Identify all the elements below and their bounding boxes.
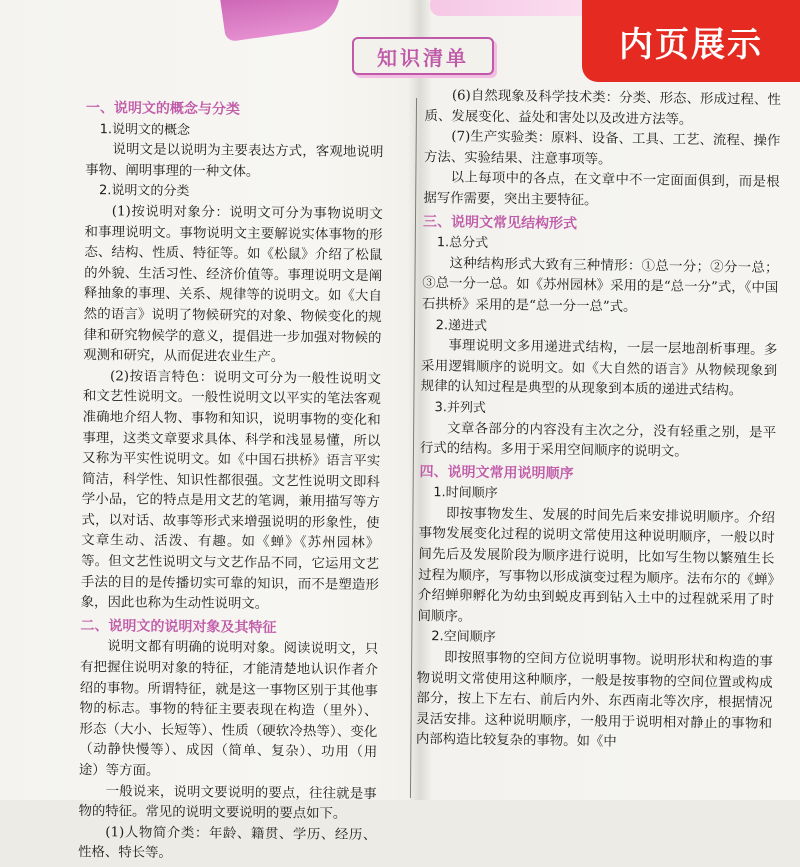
subheading: 3.并列式 <box>434 400 487 416</box>
paragraph: 事理说明文多用递进式结构，一层一层地剖析事理。多采用逻辑顺序的说明文。如《大自然的语言》从物候现象到规律的认知过程是典型的从现象到本质的递进式结构。 <box>420 338 778 399</box>
paragraph: 一般说来，说明文要说明的要点，往往就是事物的特征。常见的说明文要说明的要点如下。 <box>78 783 377 822</box>
heading-2: 二、说明文的说明对象及其特征 <box>80 617 277 636</box>
subheading: 1.时间顺序 <box>433 485 498 502</box>
paragraph: 说明文是以说明为主要表达方式，客观地说明事物、阐明事理的一种文体。 <box>85 142 384 180</box>
paragraph: (1)按说明对象分：说明文可分为事物说明文和事理说明文。事物说明文主要解说实体事物的形态、结构、性质、特征等。如《松鼠》介绍了松鼠的外貌、生活习性、经济价值等。事理说明文是阐释抽象的事理、关系、规律等的说明文。如《大自然的语言》说明了物候研究的对象、物候变化的规律和研究物候学的意义，提倡进一步加强对物候的观测和研究，从而促进农业生产。 <box>83 204 383 366</box>
paragraph: 说明文都有明确的说明对象。阅读说明文，只有把握住说明对象的特征，才能清楚地认识作者介绍的事物。所谓特征，就是这一事物区别于其他事物的标志。事物的特征主要表现在构造（里外）、形态（大小、长短等）、性质（硬软冷热等）、变化（动静快慢等）、成因（简单、复杂）、功用（用途）等方面。 <box>78 639 379 779</box>
section-title: 知识清单 <box>352 37 494 75</box>
subheading: 2.递进式 <box>435 317 488 334</box>
paragraph: 文章各部分的内容没有主次之分，没有轻重之别，是平行式的结构。多用于采用空间顺序的说明文。 <box>419 420 777 460</box>
left-column <box>78 96 384 867</box>
paragraph: 即按事物发生、发展的时间先后来安排说明顺序。介绍事物发展变化过程的说明文常使用这种说明顺序，一般以时间先后及发展阶段为顺序进行说明，比如写生物以繁殖生长过程为顺序，写事物以形成演变过程为顺序。法布尔的《蝉》介绍蝉卵孵化为幼虫到蜕皮再到钻入土中的过程就采用了时间顺序。 <box>417 506 776 625</box>
paragraph: 即按照事物的空间方位说明事物。说明形状和构造的事物说明文常使用这种顺序，一般是按事物的空间位置或构成部分，按上下左右、前后内外、东西南北等次序，根据情况灵活安排。这种说明顺序，一般用于说明相对静止的事物和内部构造比较复杂的事物。如《中 <box>415 650 774 751</box>
pink-decoration <box>219 0 345 42</box>
subheading: 1.说明文的概念 <box>99 121 191 138</box>
paragraph: (6)自然现象及科学技术类：分类、形态、形成过程、性质、发展变化、益处和害处以及改进方法等。 <box>424 88 781 128</box>
subheading: 1.总分式 <box>436 235 489 252</box>
subheading: 2.说明文的分类 <box>98 183 190 200</box>
heading-1: 一、说明文的概念与分类 <box>85 99 240 118</box>
heading-3: 三、说明文常见结构形式 <box>422 213 578 232</box>
right-column <box>416 86 781 756</box>
paragraph: 以上每项中的各点，在文章中不一定面面俱到，而是根据写作需要，突出主要特征。 <box>423 170 780 209</box>
promo-banner: 内页展示 <box>582 0 800 82</box>
subheading: 2.空间顺序 <box>431 629 496 646</box>
heading-4: 四、说明文常用说明顺序 <box>419 463 574 482</box>
paragraph: (1)人物简介类：年龄、籍贯、学历、经历、性格、特长等。 <box>77 825 377 862</box>
paragraph: 这种结构形式大致有三种情形：①总一分；②分一总；③总一分一总。如《苏州园林》采用的是“总一分”式，《中国石拱桥》采用的是“总一分一总”式。 <box>421 256 779 315</box>
paragraph: (7)生产实验类：原料、设备、工具、工艺、流程、操作方法、实验结果、注意事项等。 <box>423 129 781 168</box>
paragraph: (2)按语言特色：说明文可分为一般性说明文和文艺性说明文。一般性说明文以平实的笔法客观准确地介绍人物、事物和知识，说明事物的变化和事理，这类文章要求具体、科学和浅显易懂，所以又称为平实性说明文。如《中国石拱桥》语言平实简洁，科学性、知识性都很强。文艺性说明文即科学小品，它的特点是用文艺的笔调，兼用描写等方式，以对话、故事等形式来增强说明的形象性，使文章生动、活泼、有趣。如《蝉》《苏州园林》等。但文艺性说明文与文艺作品不同，它运用文艺手法的目的是传播切实可靠的知识，而不是塑造形象，因此也称为生动性说明文。 <box>80 368 382 613</box>
